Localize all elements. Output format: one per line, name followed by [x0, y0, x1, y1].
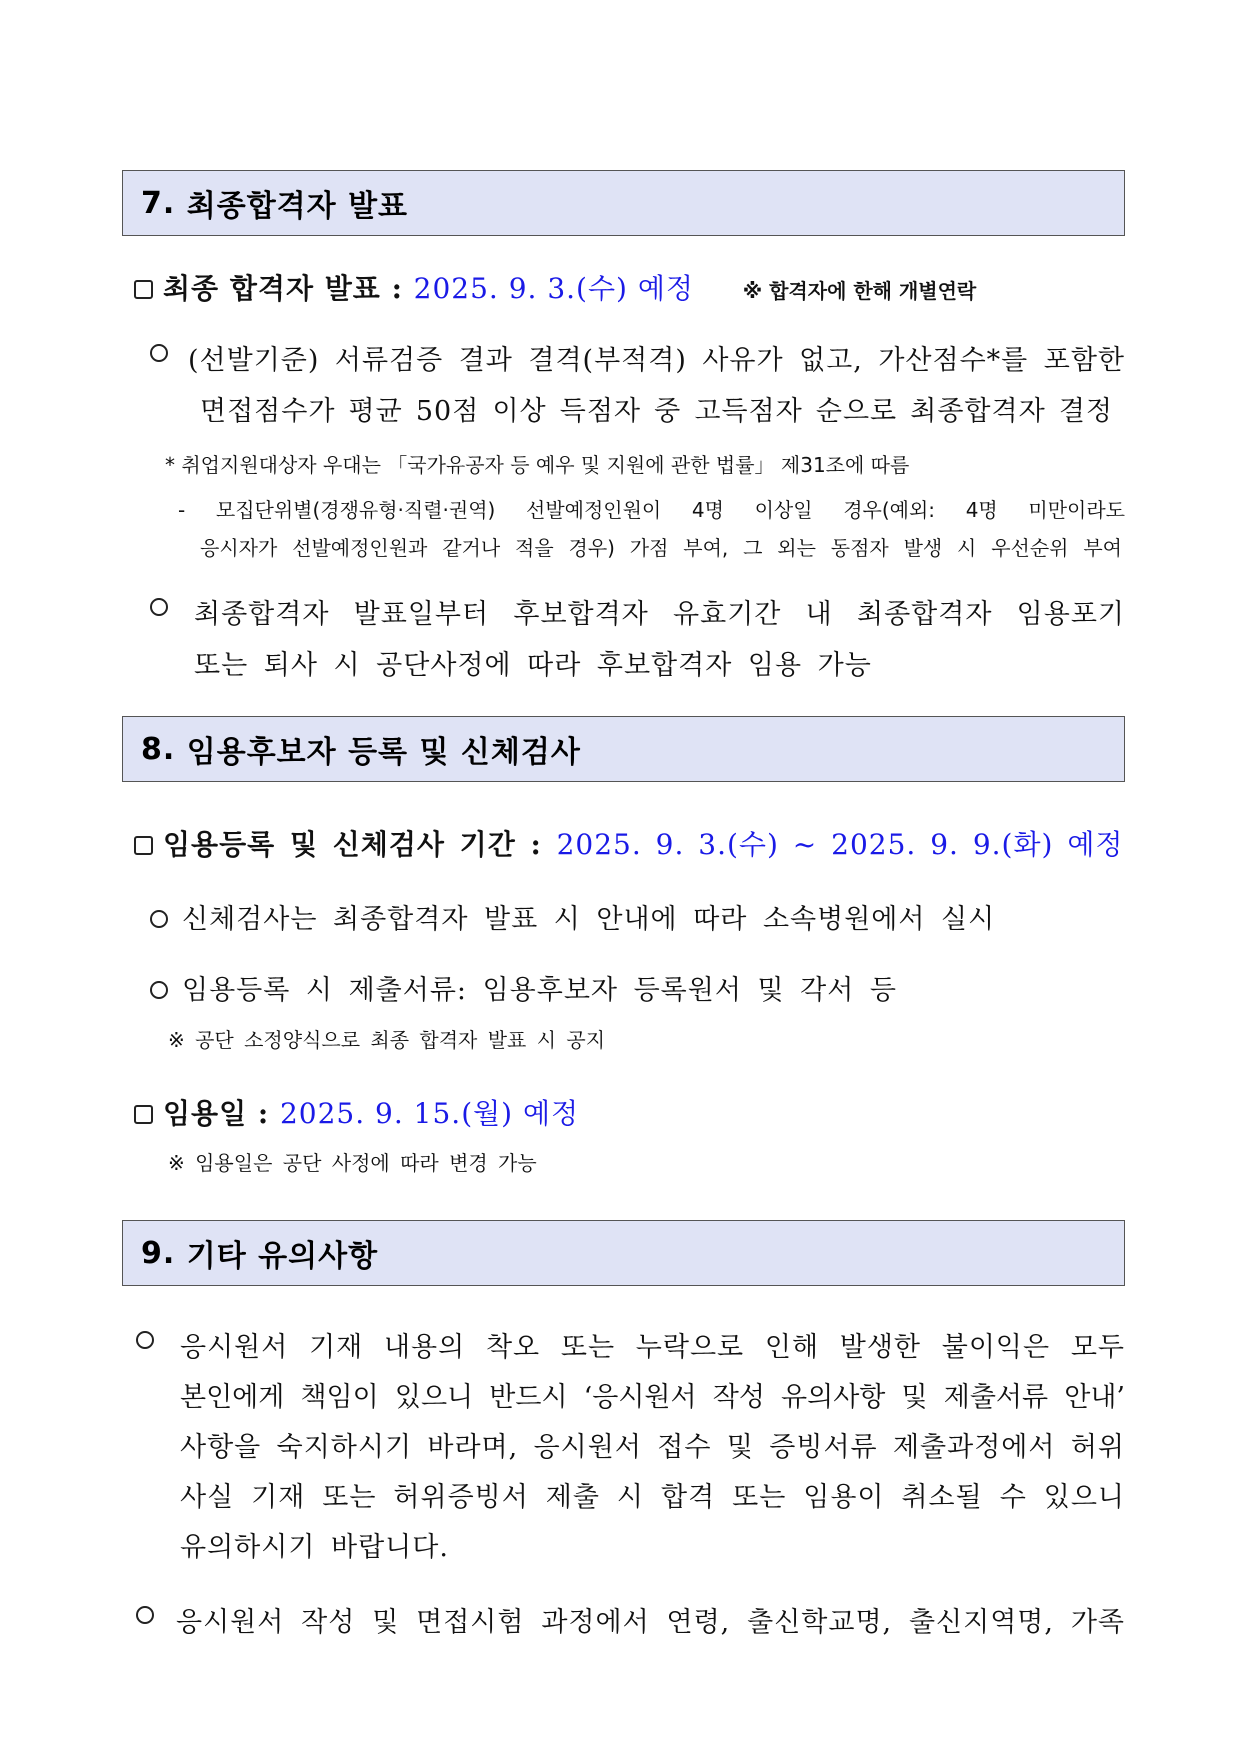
square-bullet-icon — [134, 280, 153, 299]
medical-exam-text: 신체검사는 최종합격자 발표 시 안내에 따라 소속병원에서 실시 — [182, 904, 996, 935]
sub-note-line-2: 응시자가 선발예정인원과 같거나 적을 경우) 가점 부여, 그 외는 동점자 발생 시 우선순위 부여 — [200, 536, 1122, 560]
appointment-note: ※ 임용일은 공단 사정에 따라 변경 가능 — [168, 1151, 537, 1175]
registration-period-date: 2025. 9. 3.(수) ~ 2025. 9. 9.(화) 예정 — [556, 828, 1124, 861]
notice-1-line-1: 응시원서 기재 내용의 착오 또는 누락으로 인해 발생한 불이익은 모두 — [180, 1332, 1125, 1363]
sub-note-line-1: - 모집단위별(경쟁유형·직렬·권역) 선발예정인원이 4명 이상일 경우(예외: 4명 미만이라도 — [178, 498, 1125, 522]
section-number: 9. — [141, 1235, 176, 1271]
section-title: 최종합격자 발표 — [186, 189, 409, 224]
reserve-item — [150, 592, 182, 623]
section-title: 임용후보자 등록 및 신체검사 — [186, 735, 581, 770]
reserve-line-2: 또는 퇴사 시 공단사정에 따라 후보합격자 임용 가능 — [194, 650, 872, 681]
section-header-8 — [122, 716, 1125, 782]
notice-1-line-4: 사실 기재 또는 허위증빙서 제출 시 합격 또는 임용이 취소될 수 있으니 — [180, 1482, 1125, 1513]
section-number: 8. — [141, 731, 176, 767]
documents-item — [150, 968, 897, 1007]
circle-bullet-icon — [150, 598, 168, 616]
section-title: 기타 유의사항 — [186, 1239, 379, 1274]
section-header-9 — [122, 1220, 1125, 1286]
documents-text: 임용등록 시 제출서류: 임용후보자 등록원서 및 각서 등 — [182, 975, 897, 1006]
appointment-item — [134, 1092, 579, 1132]
notice-1-line-2: 본인에게 책임이 있으니 반드시 ‘응시원서 작성 유의사항 및 제출서류 안내’ — [180, 1382, 1125, 1413]
criteria-item — [150, 338, 182, 369]
section-header-7 — [122, 170, 1125, 236]
registration-period-item — [134, 823, 1123, 863]
registration-period-label: 임용등록 및 신체검사 기간 : — [163, 828, 557, 861]
circle-bullet-icon — [136, 1331, 154, 1349]
notice-1-line-3: 사항을 숙지하시기 바라며, 응시원서 접수 및 증빙서류 제출과정에서 허위 — [180, 1432, 1125, 1463]
circle-bullet-icon — [150, 910, 168, 928]
square-bullet-icon — [134, 1105, 153, 1124]
circle-bullet-icon — [150, 344, 168, 362]
final-announce-item — [134, 267, 976, 307]
criteria-line-2: 면접점수가 평균 50점 이상 득점자 중 고득점자 순으로 최종합격자 결정 — [200, 396, 1113, 427]
criteria-line-1: (선발기준) 서류검증 결과 결격(부적격) 사유가 없고, 가산점수*를 포함한 — [188, 345, 1125, 376]
medical-exam-item — [150, 897, 995, 936]
circle-bullet-icon — [150, 981, 168, 999]
notice-item-1 — [136, 1325, 168, 1356]
documents-note: ※ 공단 소정양식으로 최종 합격자 발표 시 공지 — [168, 1028, 606, 1052]
circle-bullet-icon — [136, 1606, 154, 1624]
square-bullet-icon — [134, 836, 153, 855]
notice-1-line-5: 유의하시기 바랍니다. — [180, 1532, 449, 1563]
reserve-line-1: 최종합격자 발표일부터 후보합격자 유효기간 내 최종합격자 임용포기 — [194, 599, 1125, 630]
appointment-date: 2025. 9. 15.(월) 예정 — [279, 1097, 580, 1130]
final-announce-date: 2025. 9. 3.(수) 예정 — [413, 272, 694, 305]
section-number: 7. — [141, 185, 176, 221]
notice-2-line-1: 응시원서 작성 및 면접시험 과정에서 연령, 출신학교명, 출신지역명, 가족 — [176, 1607, 1125, 1638]
notice-item-2 — [136, 1600, 168, 1631]
final-announce-note: ※ 합격자에 한해 개별연락 — [742, 279, 977, 303]
appointment-label: 임용일 : — [163, 1097, 280, 1130]
footnote: * 취업지원대상자 우대는 「국가유공자 등 예우 및 지원에 관한 법률」 제31조에 따름 — [165, 453, 910, 477]
final-announce-label: 최종 합격자 발표 : — [163, 272, 414, 305]
